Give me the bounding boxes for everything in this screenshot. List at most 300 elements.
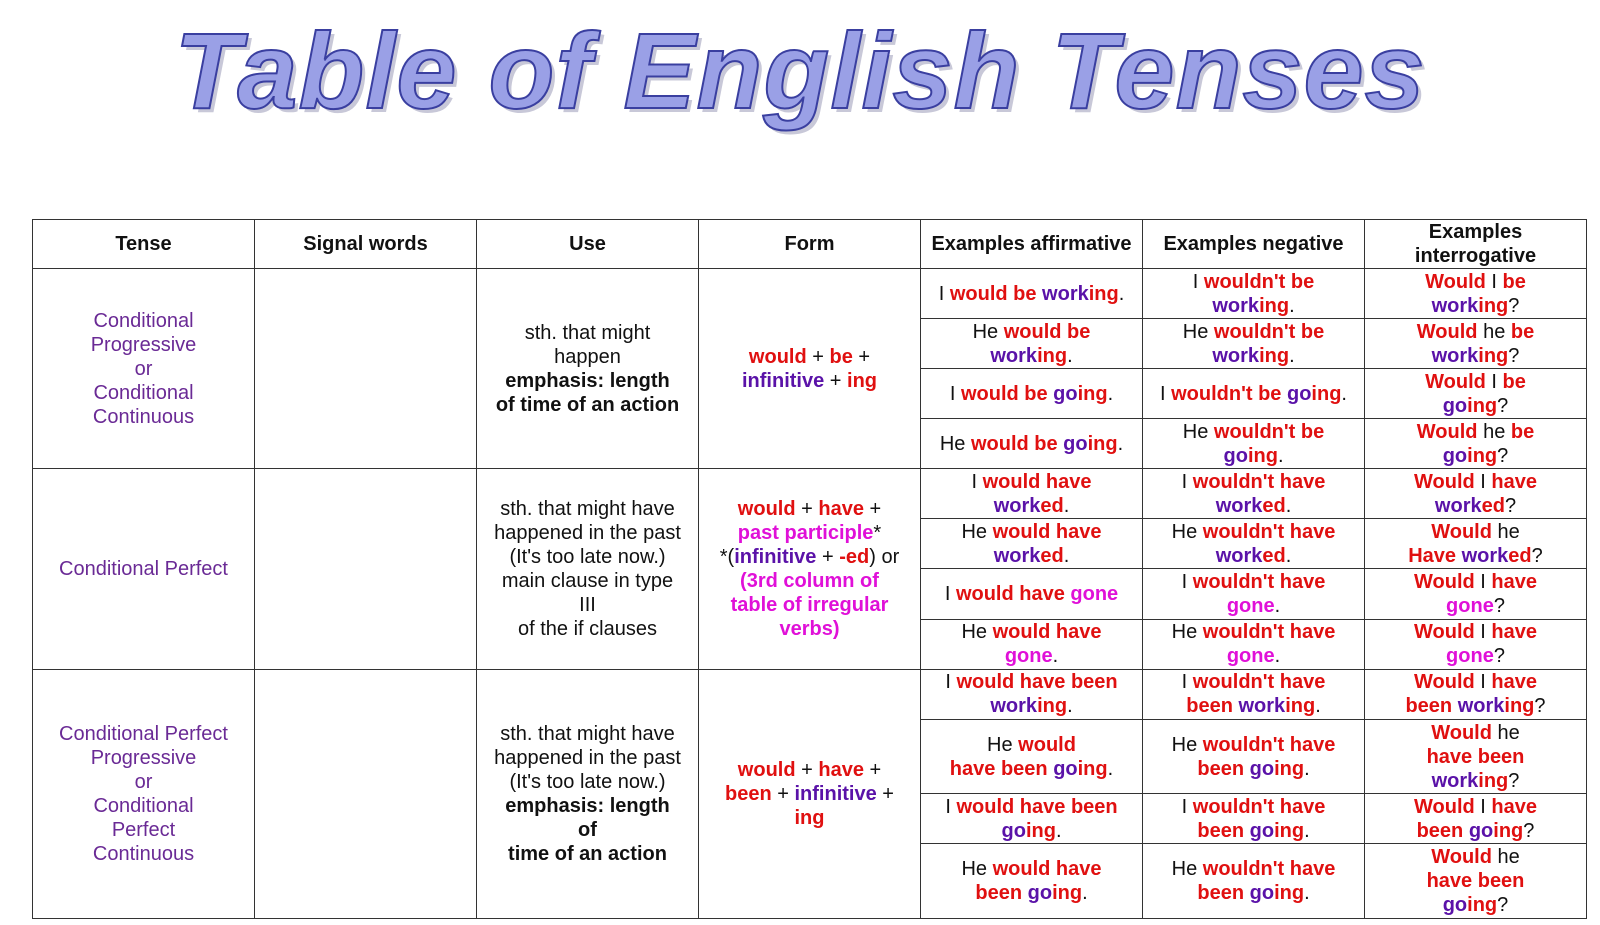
text-segment: I: [1474, 470, 1492, 493]
example-affirmative-cell: [921, 419, 1143, 469]
tense-name-line: Conditional: [93, 381, 194, 404]
text-segment: I: [1485, 270, 1503, 293]
text-line: [1369, 845, 1582, 869]
text-segment: Would: [1425, 270, 1486, 293]
page-title: Table of English Tenses: [174, 10, 1426, 131]
text-segment: He: [987, 733, 1019, 756]
tense-name-line: or: [134, 770, 153, 793]
text-line: [1369, 769, 1582, 793]
text-segment: Would: [1414, 571, 1475, 593]
text-line: [925, 432, 1138, 456]
text-segment: *(: [719, 545, 735, 568]
text-segment: ?: [1508, 294, 1520, 317]
text-line: [925, 857, 1138, 881]
text-segment: ing: [794, 806, 825, 829]
text-segment: have: [818, 758, 864, 781]
text-segment: go: [1223, 444, 1248, 467]
text-line: [1147, 694, 1360, 718]
header-examples-interrogative: Examples interrogative: [1365, 220, 1587, 269]
tense-name-line: Progressive: [90, 333, 197, 356]
text-segment: been: [1186, 695, 1239, 718]
text-line: [925, 733, 1138, 757]
example-negative-cell: [1143, 569, 1365, 619]
text-segment: +: [795, 758, 819, 781]
text-segment: -ed: [839, 545, 870, 568]
text-line: [703, 545, 916, 569]
tense-cell: [33, 669, 255, 918]
table-row: [33, 469, 1587, 519]
text-line: [1147, 570, 1360, 594]
text-segment: been: [1197, 819, 1250, 842]
text-segment: have: [1491, 621, 1537, 644]
text-segment: .: [1117, 432, 1124, 455]
example-negative-cell: [1143, 419, 1365, 469]
text-line: [481, 722, 694, 746]
example-negative-cell: [1143, 844, 1365, 919]
text-line: [481, 818, 694, 842]
text-segment: I: [1192, 270, 1204, 293]
text-segment: he: [1477, 320, 1511, 343]
text-line: [1147, 733, 1360, 757]
text-segment: would have: [992, 520, 1102, 543]
example-interrogative-cell: [1365, 794, 1587, 844]
text-segment: I: [945, 671, 957, 694]
text-segment: gone: [1446, 645, 1494, 668]
text-segment: I: [1474, 795, 1492, 818]
text-segment: ing: [1493, 819, 1524, 842]
text-segment: past participle: [737, 521, 874, 544]
text-segment: I: [1181, 671, 1193, 694]
text-line: [925, 795, 1138, 819]
text-segment: of time of an action: [495, 393, 680, 416]
text-line: [481, 770, 694, 794]
text-segment: He: [1171, 621, 1203, 644]
text-line: [703, 369, 916, 393]
text-segment: He: [961, 621, 993, 644]
text-segment: of the if clauses: [518, 617, 657, 640]
text-segment: Would: [1416, 320, 1478, 343]
text-segment: .: [1107, 757, 1114, 780]
text-segment: gone: [1070, 583, 1119, 605]
text-segment: he: [1491, 721, 1520, 744]
text-line: [703, 497, 916, 521]
tense-cell: [33, 469, 255, 669]
text-segment: wouldn't be: [1213, 320, 1325, 343]
text-line: [1369, 294, 1582, 318]
text-segment: sth. that might: [524, 321, 651, 344]
example-affirmative-cell: [921, 369, 1143, 419]
example-negative-cell: [1143, 319, 1365, 369]
text-segment: +: [852, 345, 871, 368]
text-segment: have: [1491, 671, 1537, 694]
text-line: [1147, 881, 1360, 905]
text-line: [925, 470, 1138, 494]
text-line: [1147, 294, 1360, 318]
text-segment: +: [816, 545, 840, 568]
text-segment: work: [1434, 494, 1482, 517]
example-affirmative-cell: [921, 619, 1143, 669]
text-line: [1369, 594, 1582, 618]
text-segment: he: [1491, 520, 1520, 543]
example-affirmative-cell: [921, 719, 1143, 794]
text-line: [1369, 620, 1582, 644]
text-segment: ing: [1087, 432, 1118, 455]
text-line: [925, 282, 1138, 306]
text-segment: ing: [1077, 382, 1108, 405]
text-segment: work: [1215, 494, 1263, 517]
text-line: [1369, 745, 1582, 769]
text-segment: go: [1001, 819, 1026, 842]
text-segment: ?: [1497, 394, 1509, 417]
text-segment: been: [1416, 819, 1469, 842]
header-use: Use: [477, 220, 699, 269]
example-negative-cell: [1143, 719, 1365, 794]
text-line: [925, 881, 1138, 905]
text-segment: would: [737, 497, 796, 520]
header-signal-words: Signal words: [255, 220, 477, 269]
example-affirmative-cell: [921, 669, 1143, 719]
text-line: [1147, 795, 1360, 819]
text-line: [1147, 644, 1360, 668]
text-segment: I: [971, 470, 983, 493]
text-segment: .: [1289, 344, 1295, 367]
text-segment: ing: [847, 369, 878, 392]
text-segment: .: [1289, 294, 1295, 317]
text-line: [925, 344, 1138, 368]
form-cell: [699, 669, 921, 918]
text-segment: would have: [992, 621, 1102, 644]
header-form: Form: [699, 220, 921, 269]
text-segment: of: [578, 818, 597, 841]
text-line: [481, 321, 694, 345]
text-segment: He: [961, 520, 993, 543]
text-line: [1369, 570, 1582, 594]
text-segment: .: [1304, 757, 1310, 780]
example-negative-cell: [1143, 469, 1365, 519]
text-segment: have been: [949, 757, 1054, 780]
text-segment: be: [1510, 320, 1535, 343]
text-line: [481, 746, 694, 770]
text-line: [1369, 420, 1582, 444]
table-body: [33, 269, 1587, 919]
text-segment: would have: [955, 583, 1071, 605]
text-segment: go: [1468, 819, 1494, 842]
text-segment: would be: [1003, 320, 1091, 343]
form-cell: [699, 269, 921, 469]
text-segment: .: [1067, 695, 1073, 718]
text-line: [481, 617, 694, 641]
text-line: [1147, 670, 1360, 694]
text-segment: ed: [1040, 544, 1064, 567]
text-line: [481, 545, 694, 569]
text-segment: verbs): [779, 617, 840, 640]
text-segment: I: [1181, 795, 1193, 818]
text-segment: I: [1485, 370, 1503, 393]
text-segment: ing: [1478, 769, 1509, 792]
text-segment: would be: [949, 282, 1043, 305]
text-segment: .: [1082, 882, 1088, 905]
text-segment: .: [1315, 695, 1321, 718]
text-segment: gone: [1226, 595, 1275, 617]
text-line: [925, 494, 1138, 518]
text-segment: work: [1212, 344, 1260, 367]
text-segment: emphasis: length: [505, 794, 670, 817]
text-segment: go: [1027, 882, 1053, 905]
text-line: [1147, 857, 1360, 881]
tense-name-line: or: [134, 357, 153, 380]
text-segment: +: [876, 782, 894, 805]
example-negative-cell: [1143, 669, 1365, 719]
text-segment: Would: [1425, 370, 1486, 393]
text-segment: Would: [1414, 470, 1475, 493]
use-cell: [477, 269, 699, 469]
text-line: [703, 593, 916, 617]
text-segment: work: [1461, 544, 1509, 567]
tense-name-line: Conditional: [93, 309, 194, 332]
text-segment: work: [1457, 695, 1505, 718]
example-affirmative-cell: [921, 319, 1143, 369]
text-segment: I: [1474, 571, 1492, 593]
text-segment: would have: [992, 858, 1102, 881]
text-segment: would have: [982, 470, 1092, 493]
tense-name-line: Conditional Perfect: [59, 557, 228, 580]
text-segment: wouldn't have: [1202, 733, 1336, 756]
text-segment: wouldn't be: [1171, 382, 1287, 405]
example-interrogative-cell: [1365, 669, 1587, 719]
text-line: [925, 582, 1138, 606]
example-affirmative-cell: [921, 569, 1143, 619]
text-segment: .: [1274, 595, 1281, 617]
text-line: [1147, 444, 1360, 468]
text-segment: ing: [1274, 882, 1305, 905]
text-segment: ed: [1262, 494, 1286, 517]
text-segment: wouldn't have: [1192, 571, 1326, 593]
text-segment: ) or: [869, 545, 900, 568]
text-segment: he: [1477, 420, 1511, 443]
text-segment: have: [1491, 571, 1537, 593]
example-affirmative-cell: [921, 469, 1143, 519]
text-segment: go: [1249, 757, 1275, 780]
text-segment: (It's too late now.): [509, 770, 666, 793]
text-segment: gone: [1004, 645, 1053, 668]
text-line: [1369, 394, 1582, 418]
text-segment: wouldn't have: [1202, 621, 1336, 644]
text-line: [703, 758, 916, 782]
text-line: [925, 694, 1138, 718]
text-line: [703, 345, 916, 369]
tense-name-line: Continuous: [92, 842, 195, 865]
tense-cell: [33, 269, 255, 469]
text-segment: .: [1285, 494, 1292, 517]
text-segment: work: [1431, 344, 1479, 367]
example-affirmative-cell: [921, 269, 1143, 319]
text-segment: .: [1304, 819, 1310, 842]
text-segment: ?: [1508, 344, 1520, 367]
text-segment: Have: [1408, 544, 1462, 567]
form-cell: [699, 469, 921, 669]
text-line: [481, 521, 694, 545]
tense-name-line: Conditional Perfect: [59, 722, 228, 745]
text-segment: have: [1491, 470, 1537, 493]
text-line: [925, 670, 1138, 694]
text-segment: +: [795, 497, 819, 520]
text-segment: wouldn't be: [1213, 420, 1325, 443]
text-segment: would: [1018, 733, 1076, 756]
text-segment: Would: [1414, 795, 1475, 818]
example-interrogative-cell: [1365, 844, 1587, 919]
text-segment: ing: [1285, 695, 1316, 718]
example-interrogative-cell: [1365, 519, 1587, 569]
text-segment: infinitive: [734, 545, 817, 568]
text-segment: main clause in type: [501, 569, 674, 592]
tense-name-line: Progressive: [90, 746, 197, 769]
table-row: [33, 669, 1587, 719]
text-segment: I: [945, 795, 957, 818]
text-segment: ing: [1467, 444, 1498, 467]
text-line: [1369, 721, 1582, 745]
text-segment: .: [1118, 282, 1125, 305]
text-segment: go: [1249, 819, 1275, 842]
text-line: [481, 345, 694, 369]
text-line: [1369, 444, 1582, 468]
text-segment: ing: [1311, 382, 1342, 405]
text-segment: Would: [1416, 420, 1478, 443]
example-interrogative-cell: [1365, 369, 1587, 419]
text-line: [1369, 819, 1582, 843]
text-segment: ?: [1497, 444, 1509, 467]
text-segment: ing: [1478, 344, 1509, 367]
text-segment: He: [972, 320, 1004, 343]
text-segment: I: [949, 382, 961, 405]
text-segment: table of irregular: [730, 593, 889, 616]
text-segment: I: [1474, 671, 1492, 694]
text-line: [1369, 869, 1582, 893]
text-segment: He: [1182, 320, 1214, 343]
text-segment: Would: [1431, 520, 1492, 543]
text-segment: ?: [1531, 544, 1543, 567]
signal-words-cell: [255, 469, 477, 669]
text-segment: would be: [960, 382, 1054, 405]
text-segment: wouldn't be: [1203, 270, 1315, 293]
example-interrogative-cell: [1365, 269, 1587, 319]
text-segment: gone: [1446, 595, 1494, 617]
text-segment: sth. that might have: [500, 497, 675, 520]
text-segment: time of an action: [508, 842, 667, 865]
text-segment: have been: [1426, 870, 1525, 893]
text-segment: would be: [970, 432, 1064, 455]
text-line: [1147, 470, 1360, 494]
text-line: [1369, 694, 1582, 718]
text-segment: work: [1431, 294, 1479, 317]
text-segment: go: [1442, 894, 1468, 917]
text-line: [481, 497, 694, 521]
text-segment: happened in the past: [494, 521, 681, 544]
example-negative-cell: [1143, 794, 1365, 844]
text-segment: be: [1502, 270, 1526, 293]
text-segment: go: [1286, 382, 1312, 405]
text-segment: ing: [1504, 695, 1535, 718]
text-segment: *: [873, 521, 882, 544]
text-segment: I: [1181, 571, 1193, 593]
text-segment: .: [1285, 544, 1292, 567]
text-line: [1369, 644, 1582, 668]
text-segment: would: [737, 758, 796, 781]
text-segment: have been: [1426, 745, 1525, 768]
text-segment: been: [1197, 757, 1250, 780]
text-segment: go: [1442, 394, 1468, 417]
text-segment: have: [818, 497, 864, 520]
header-tense: Tense: [33, 220, 255, 269]
text-segment: .: [1052, 645, 1059, 668]
text-segment: Would: [1431, 721, 1492, 744]
text-segment: I: [1474, 621, 1492, 644]
text-segment: Would: [1414, 671, 1475, 694]
example-interrogative-cell: [1365, 719, 1587, 794]
text-line: [1369, 344, 1582, 368]
text-segment: ?: [1508, 769, 1520, 792]
text-line: [1369, 320, 1582, 344]
text-segment: ed: [1508, 544, 1532, 567]
text-segment: go: [1249, 882, 1275, 905]
text-line: [1147, 819, 1360, 843]
text-segment: ing: [1037, 344, 1068, 367]
text-segment: work: [1215, 544, 1263, 567]
text-line: [481, 569, 694, 593]
text-segment: been: [975, 882, 1028, 905]
text-segment: work: [990, 695, 1038, 718]
text-segment: III: [579, 593, 596, 616]
text-segment: ?: [1534, 695, 1546, 718]
example-negative-cell: [1143, 369, 1365, 419]
text-segment: ed: [1481, 494, 1505, 517]
tenses-table: [32, 219, 1587, 919]
text-line: [925, 520, 1138, 544]
text-segment: been: [1405, 695, 1458, 718]
text-segment: I: [938, 282, 950, 305]
text-line: [1147, 620, 1360, 644]
table-row: [33, 269, 1587, 319]
text-line: [925, 620, 1138, 644]
text-segment: ing: [1274, 757, 1305, 780]
text-segment: wouldn't have: [1192, 470, 1326, 493]
text-segment: Would: [1414, 621, 1475, 644]
text-segment: ing: [1259, 344, 1290, 367]
text-segment: ?: [1493, 595, 1505, 617]
text-line: [703, 617, 916, 641]
text-segment: have: [1491, 795, 1537, 818]
text-segment: work: [1042, 282, 1089, 305]
text-segment: ?: [1504, 494, 1517, 517]
text-segment: wouldn't have: [1202, 858, 1336, 881]
text-segment: work: [993, 544, 1041, 567]
example-interrogative-cell: [1365, 569, 1587, 619]
text-segment: ing: [1052, 882, 1083, 905]
text-segment: been: [725, 782, 772, 805]
text-segment: He: [1171, 733, 1203, 756]
text-segment: He: [1182, 420, 1214, 443]
text-segment: emphasis: length: [505, 369, 670, 392]
text-segment: happened in the past: [494, 746, 681, 769]
text-segment: sth. that might have: [500, 722, 675, 745]
text-segment: ing: [1259, 294, 1290, 317]
text-segment: infinitive: [794, 782, 877, 805]
text-line: [925, 320, 1138, 344]
example-negative-cell: [1143, 519, 1365, 569]
text-line: [1369, 893, 1582, 917]
text-segment: .: [1055, 819, 1062, 842]
text-segment: work: [1431, 769, 1479, 792]
text-segment: ing: [1467, 394, 1498, 417]
